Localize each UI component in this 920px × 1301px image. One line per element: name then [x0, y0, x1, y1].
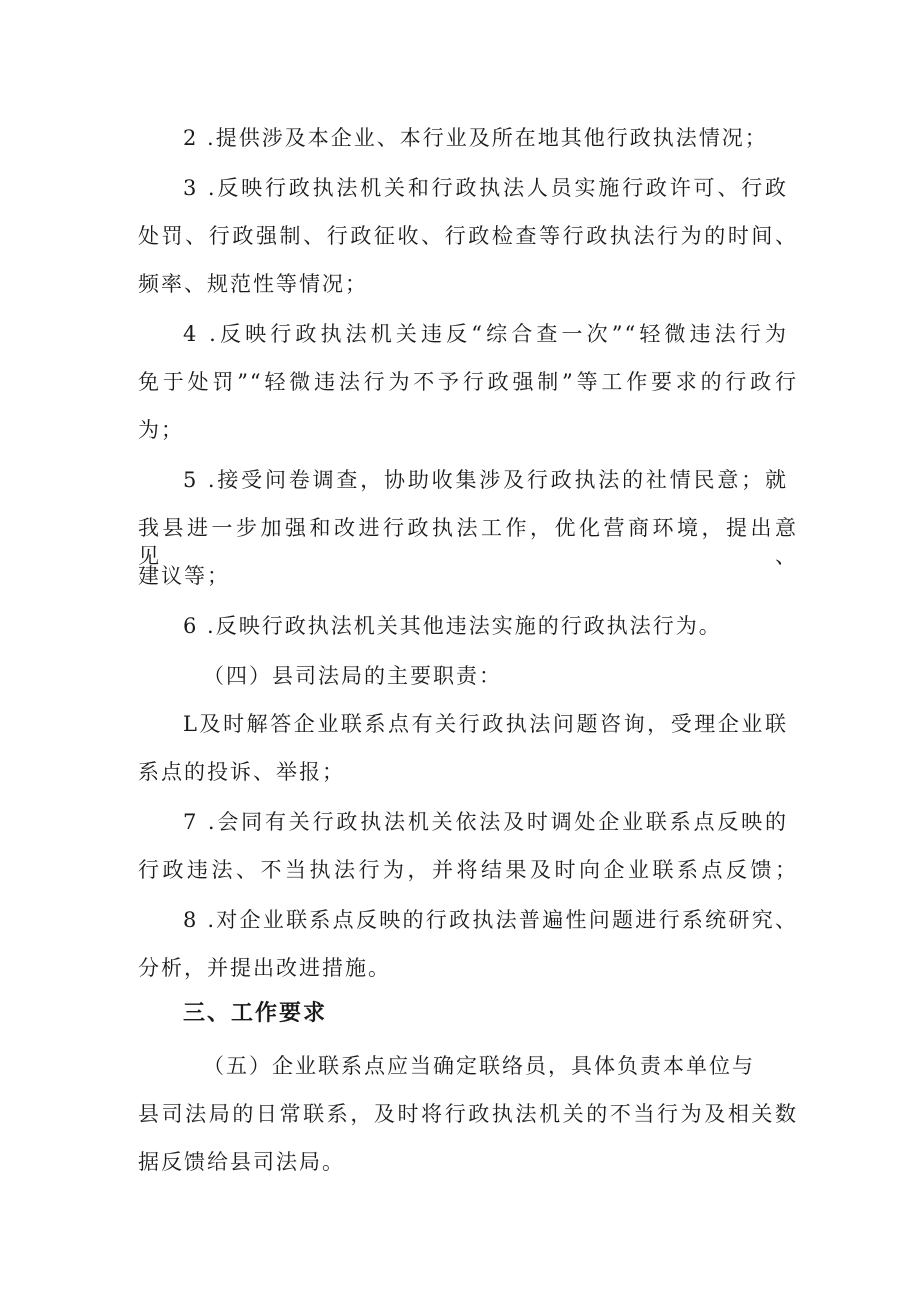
paragraph-line: 系点的投诉、举报；: [138, 760, 345, 784]
paragraph-line: 4 .反映行政执法机关违反“综合查一次”“轻微违法行为: [183, 322, 788, 346]
paragraph-line: 为；: [138, 418, 184, 442]
paragraph-line: 3 .反映行政执法机关和行政执法人员实施行政许可、行政: [183, 176, 788, 200]
paragraph-line: 处罚、行政强制、行政征收、行政检查等行政执法行为的时间、: [138, 224, 798, 248]
paragraph-line: 免于处罚”“轻微违法行为不予行政强制”等工作要求的行政行: [138, 370, 798, 394]
paragraph-line: 5 .接受问卷调查，协助收集涉及行政执法的社情民意；就: [183, 468, 788, 492]
paragraph-line: （五）企业联系点应当确定联络员，具体负责本单位与: [203, 1054, 755, 1078]
paragraph-line: 6 .反映行政执法机关其他违法实施的行政执法行为。: [183, 614, 722, 638]
paragraph-line: 分析，并提出改进措施。: [138, 956, 391, 980]
paragraph-line: 县司法局的日常联系，及时将行政执法机关的不当行为及相关数: [138, 1102, 798, 1126]
paragraph-line: L及时解答企业联系点有关行政执法问题咨询，受理企业联: [183, 712, 788, 736]
paragraph-line: 频率、规范性等情况；: [138, 272, 368, 296]
paragraph-line: 我县进一步加强和改进行政执法工作，优化营商环境，提出意见、: [138, 516, 798, 568]
section-heading: 三、工作要求: [183, 1001, 328, 1026]
paragraph-line: 2 .提供涉及本企业、本行业及所在地其他行政执法情况；: [183, 126, 768, 150]
paragraph-line: 7 .会同有关行政执法机关依法及时调处企业联系点反映的: [183, 810, 788, 834]
paragraph-line: 8 .对企业联系点反映的行政执法普遍性问题进行系统研究、: [183, 908, 798, 932]
paragraph-line: 据反馈给县司法局。: [138, 1150, 345, 1174]
paragraph-line: 行政违法、不当执法行为，并将结果及时向企业联系点反馈；: [138, 858, 798, 882]
paragraph-line: 建议等；: [138, 564, 230, 588]
section-subheading: （四）县司法局的主要职责：: [203, 664, 502, 688]
